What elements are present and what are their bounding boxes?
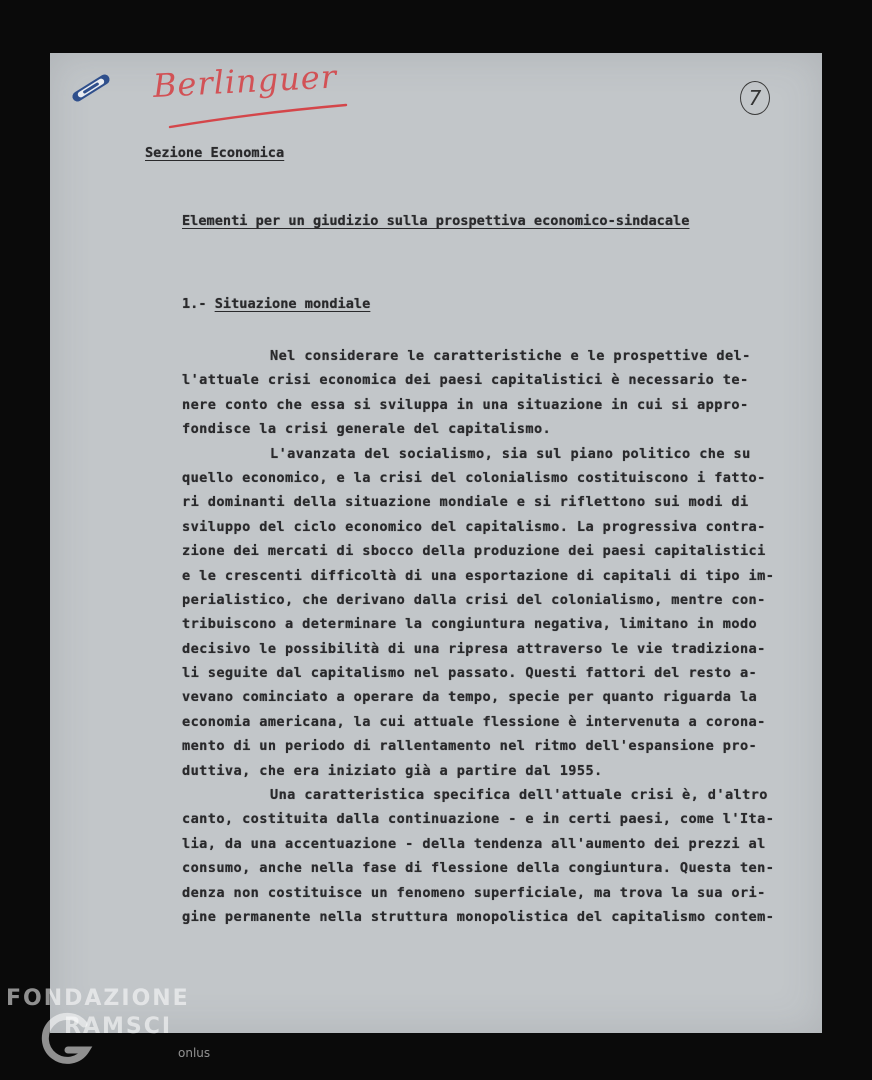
heading-number: 1.- [182,296,207,312]
signature-underline [168,101,348,131]
text-line: li seguite dal capitalismo nel passato. Questi fattori del resto a- [182,665,758,682]
body-text [182,344,812,929]
document-page [50,53,822,1033]
page-number: 7 [740,81,770,115]
text-line: Nel considerare le caratteristiche e le prospettive del- [270,348,751,364]
text-line: gine permanente nella struttura monopolistica del capitalismo contem- [182,908,775,925]
text-line: l'attuale crisi economica dei paesi capitalistici è necessario te- [182,372,749,389]
text-line: nere conto che essa si sviluppa in una situazione in cui si appro- [182,396,749,413]
text-line: perialistico, che derivano dalla crisi del colonialismo, mentre con- [182,591,766,608]
text-line: tribuiscono a determinare la congiuntura negativa, limitano in modo [182,616,758,633]
handwritten-signature: Berlinguer [152,57,338,105]
text-line: mento di un periodo di rallentamento nel ritmo dell'espansione pro- [182,738,758,755]
fondazione-gramsci-watermark [6,986,216,1076]
text-line: denza non costituisce un fenomeno superficiale, ma trova la sua ori- [182,884,766,901]
text-line: duttiva, che era iniziato già a partire dal 1955. [182,762,603,779]
text-line: vevano cominciato a operare da tempo, specie per quanto riguarda la [182,689,758,706]
text-line: canto, costituita dalla continuazione - e in certi paesi, come l'Ita- [182,811,775,828]
section-heading [182,296,370,312]
section-title: Sezione Economica [145,145,285,161]
watermark-suffix: onlus [178,1046,211,1060]
paper-clip-icon [66,67,116,109]
watermark-line2: RAMSCI [64,1014,173,1039]
text-line: Una caratteristica specifica dell'attuale crisi è, d'altro [270,787,768,804]
text-line: ri dominanti della situazione mondiale e si riflettono sui modi di [182,494,749,511]
text-line: e le crescenti difficoltà di una esportazione di capitali di tipo im- [182,567,775,584]
text-line: sviluppo del ciclo economico del capitalismo. La progressiva contra- [182,518,766,535]
watermark-line1: FONDAZIONE [6,986,190,1011]
text-line: L'avanzata del socialismo, sia sul piano politico che su [270,445,751,462]
text-line: economia americana, la cui attuale flessione è intervenuta a corona- [182,713,766,730]
document-title: Elementi per un giudizio sulla prospettiva economico-sindacale [182,213,690,229]
text-line: decisivo le possibilità di una ripresa attraverso le vie tradiziona- [182,640,766,657]
heading-text: Situazione mondiale [214,296,371,312]
text-line: consumo, anche nella fase di flessione della congiuntura. Questa ten- [182,860,775,877]
text-line: fondisce la crisi generale del capitalismo. [182,421,552,438]
text-line: lia, da una accentuazione - della tendenza all'aumento dei prezzi al [182,835,766,852]
text-line: quello economico, e la crisi del colonialismo costituiscono i fatto- [182,469,766,486]
text-line: zione dei mercati di sbocco della produzione dei paesi capitalistici [182,543,766,560]
